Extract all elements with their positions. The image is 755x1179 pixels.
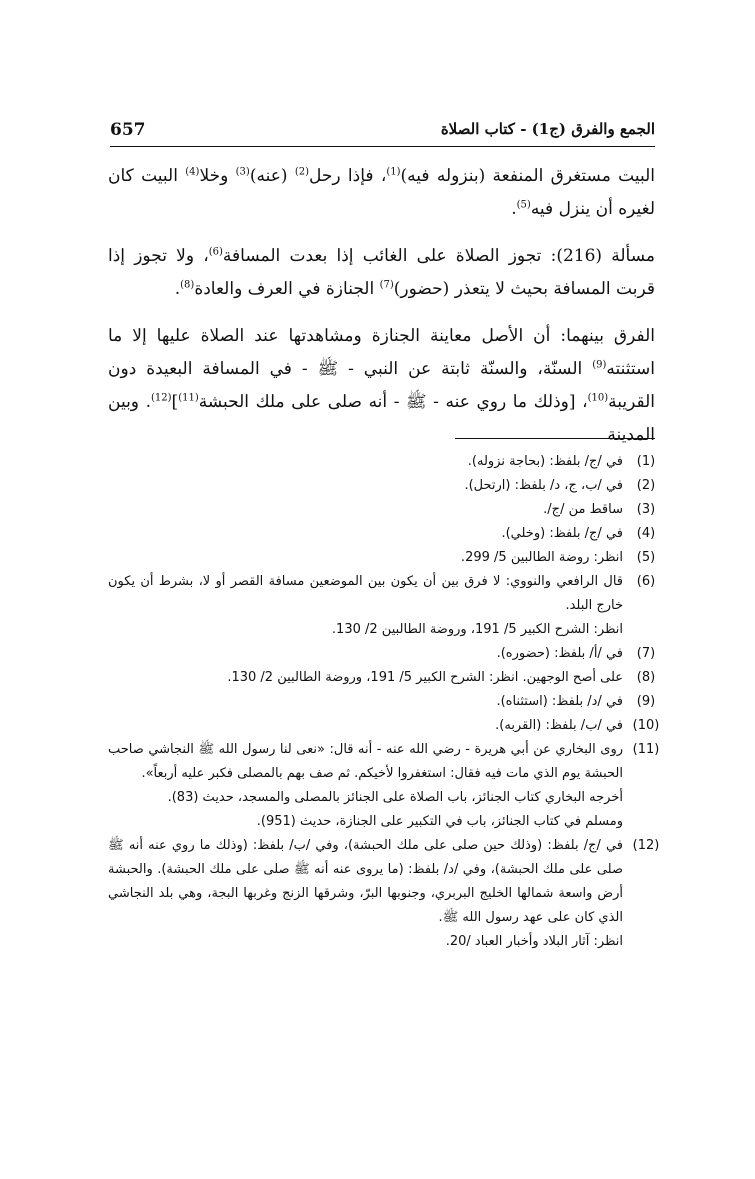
text-run: . (174, 279, 181, 299)
footnote-text: انظر: الشرح الكبير 5/ 191، وروضة الطالبين 2/ 130. (331, 622, 623, 637)
footnote (108, 522, 663, 546)
footnote-text: أخرجه البخاري كتاب الجنائز، باب الصلاة على الجنائز بالمصلى والمسجد، حديث (83). (167, 790, 623, 805)
footnote-number: (7) (636, 646, 656, 661)
footnote-ref: (8) (180, 279, 195, 291)
header-rule (110, 146, 655, 147)
footnote-separator (455, 438, 655, 439)
footnote-text: في /ج/ بلفظ: (وذلك حين صلى على ملك الحبشة)، وفي /ب/ بلفظ: (وذلك ما روي عنه أنه ﷺ صلى على ملك الحبشة)، وفي /د/ بلفظ: (ما يروى عنه أنه ﷺ صلى على ملك الحبشة). والحبشة أرض واسعة شمالها الخليج البربري، وجنوبها البرّ، وشرقها الزنج وغربها البجة، وهي بلد النجاشي الذي كان على عهد رسول الله ﷺ. (108, 838, 623, 925)
text-run: ] (171, 392, 179, 412)
footnote-number: (8) (636, 670, 656, 685)
footnote-text: روى البخاري عن أبي هريرة - رضي الله عنه - أنه قال: «نعى لنا رسول الله ﷺ النجاشي صاحب الحبشة يوم الذي مات فيه فقال: استغفروا لأخيكم. ثم صف بهم بالمصلى فكبر عليه أربعاً». (108, 742, 623, 781)
footnote (108, 546, 663, 570)
footnote-text: ساقط من /ج/. (543, 502, 623, 517)
footnote-text: في /ج/ بلفظ: (بحاجة نزوله). (467, 454, 623, 469)
footnote (108, 666, 663, 690)
footnote-ref: (12) (151, 392, 172, 404)
footnote-ref: (9) (592, 359, 607, 371)
footnote-ref: (7) (379, 279, 394, 291)
text-run: . (511, 199, 517, 219)
footnote (108, 474, 663, 498)
footnote (108, 450, 663, 474)
footnote-text: في /ب، ج، د/ بلفظ: (ارتحل). (464, 478, 623, 493)
footnote-ref: (6) (208, 246, 223, 258)
footnote-number: (10) (632, 718, 660, 733)
footnote-text: انظر: روضة الطالبين 5/ 299. (460, 550, 623, 565)
paragraph-1 (108, 160, 655, 226)
footnote-number: (5) (636, 550, 656, 565)
page-header (110, 120, 655, 146)
footnote-number: (11) (632, 742, 660, 757)
footnote-number: (12) (632, 838, 660, 853)
footnote (108, 834, 663, 954)
footnote-text: ومسلم في كتاب الجنائز، باب في التكبير على الجنازة، حديث (951). (256, 814, 623, 829)
footnote-text: على أصح الوجهين. انظر: الشرح الكبير 5/ 191، وروضة الطالبين 2/ 130. (227, 670, 623, 685)
paragraph-3 (108, 320, 655, 452)
footnote-text: قال الرافعي والنووي: لا فرق بين أن يكون بين الموضعين مسافة القصر أو لا، بشرط أن يكون خارج البلد. (108, 574, 623, 613)
header-separator: - (520, 120, 527, 138)
text-run: ، فإذا رحل (309, 166, 387, 186)
text-run: الجنازة في العرف والعادة (194, 279, 380, 299)
footnote-text: في /أ/ بلفظ: (حضوره). (496, 646, 623, 661)
footnote-text: في /ب/ بلفظ: (القربه). (495, 718, 623, 733)
footnote-ref: (10) (587, 392, 609, 404)
footnote (108, 570, 663, 642)
text-run: ، ولا تجوز إذا قربت المسافة بحيث لا يتعذر (حضور) (108, 246, 655, 299)
footnote-number: (2) (636, 478, 656, 493)
book-title: الجمع والفرق (ج1) (531, 120, 655, 138)
text-run: البيت مستغرق المنفعة (بنزوله فيه) (400, 166, 655, 186)
text-run: الفرق بينهما: أن الأصل معاينة الجنازة ومشاهدتها عند الصلاة عليها إلا ما استثنته (108, 326, 655, 379)
paragraph-2 (108, 240, 655, 306)
footnote-text: في /د/ بلفظ: (استثناه). (496, 694, 623, 709)
footnote-text: في /ج/ بلفظ: (وخلي). (501, 526, 623, 541)
text-run: مسألة (216): تجوز الصلاة على الغائب إذا بعدت المسافة (222, 246, 656, 266)
footnote-number: (9) (636, 694, 656, 709)
footnote (108, 714, 663, 738)
footnote (108, 642, 663, 666)
footnote-ref: (2) (294, 166, 309, 178)
text-run: السنّة، والسنّة ثابتة عن النبي - ﷺ - في المسافة البعيدة دون القريبة (108, 359, 655, 412)
footnote (108, 738, 663, 834)
text-run: البيت كان لغيره أن ينزل فيه (108, 166, 655, 219)
footnote (108, 690, 663, 714)
text-run: ، [وذلك ما روي عنه - ﷺ - أنه صلى على ملك الحبشة (198, 392, 588, 412)
chapter-title: كتاب الصلاة (440, 120, 515, 138)
main-text (108, 160, 655, 452)
footnote-ref: (1) (386, 166, 401, 178)
footnote-number: (6) (636, 574, 656, 589)
footnote-ref: (5) (516, 199, 531, 211)
footnotes (108, 450, 663, 954)
footnote-ref: (3) (235, 166, 250, 178)
text-run: . وبين المدينة (108, 392, 655, 445)
running-head (441, 120, 655, 138)
footnote-text: انظر: آثار البلاد وأخبار العباد /20. (445, 934, 623, 949)
footnote-number: (4) (636, 526, 656, 541)
page-number: 657 (110, 120, 146, 140)
footnote (108, 498, 663, 522)
footnote-ref: (11) (178, 392, 199, 404)
text-run: (عنه) (249, 166, 295, 186)
footnote-number: (3) (636, 502, 656, 517)
text-run: وخلا (199, 166, 236, 186)
footnote-ref: (4) (185, 166, 200, 178)
footnote-number: (1) (636, 454, 656, 469)
